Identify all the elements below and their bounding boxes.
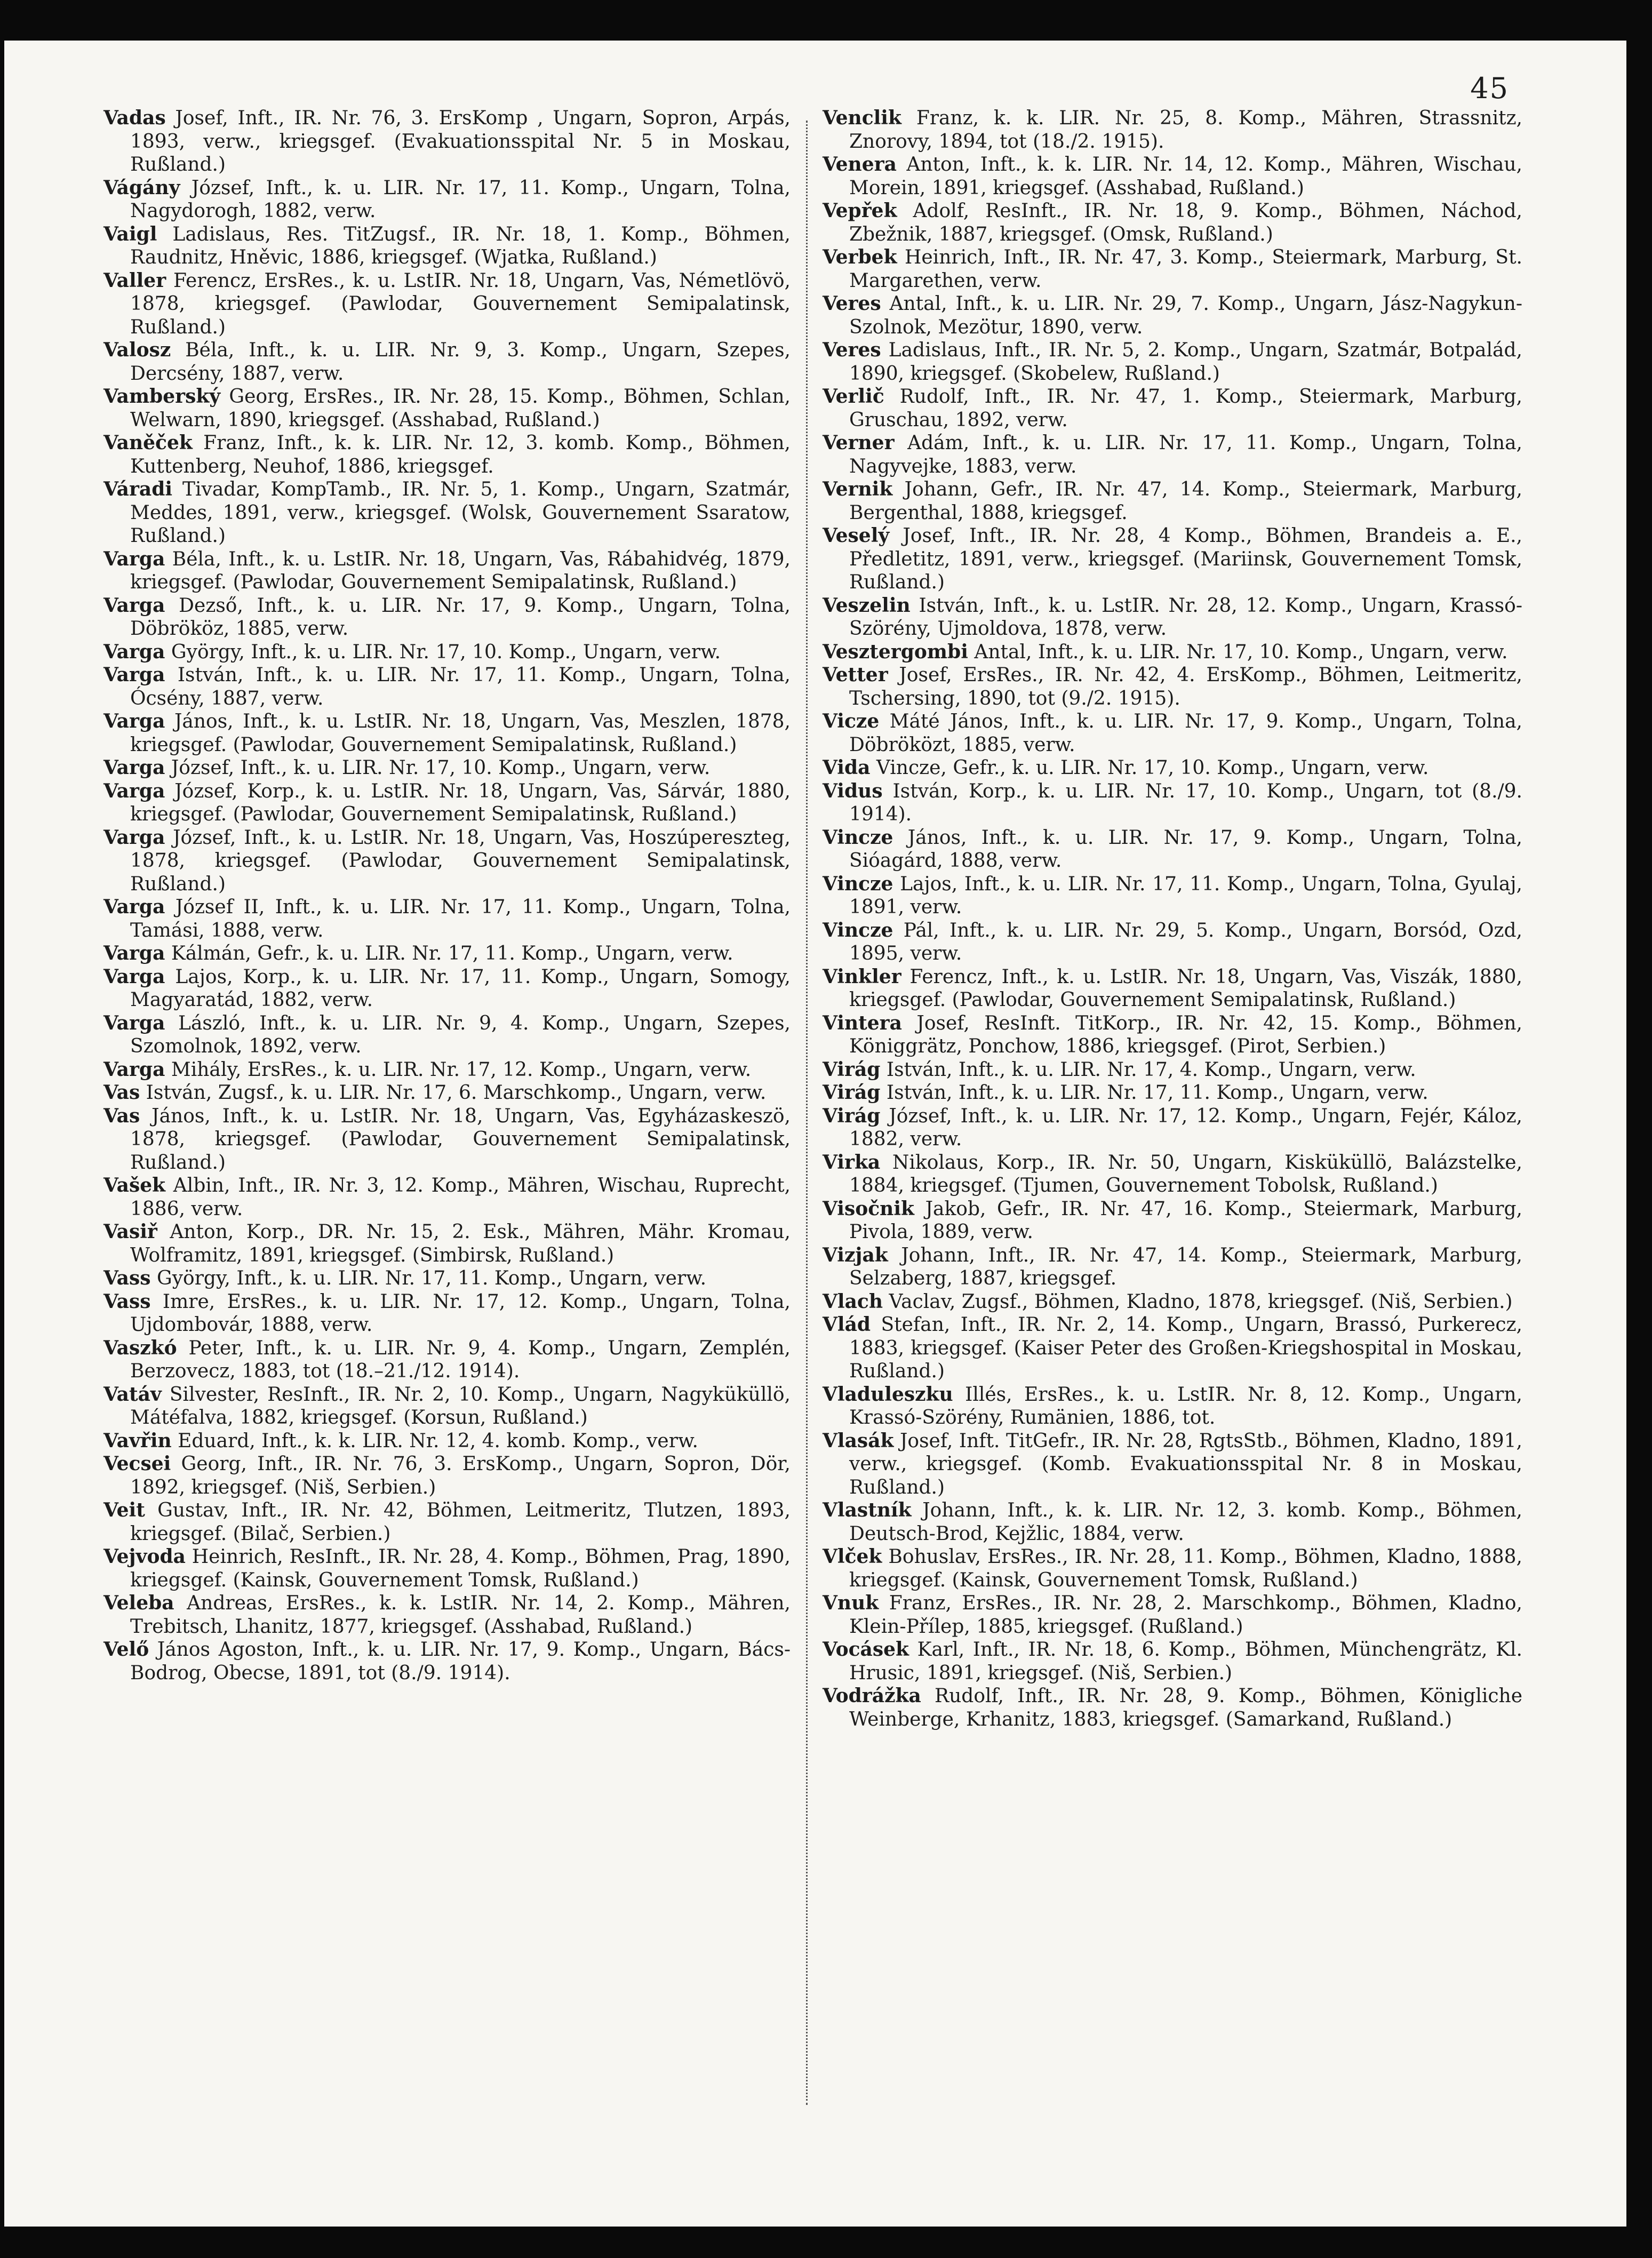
- list-entry: [103, 896, 791, 942]
- list-entry: [103, 548, 791, 594]
- left-column: [103, 107, 791, 1685]
- list-entry: [823, 594, 1522, 641]
- list-entry: [103, 1545, 791, 1592]
- entry-surname: Vincze: [823, 919, 893, 942]
- list-entry: [823, 780, 1522, 826]
- entry-details: Franz, ErsRes., IR. Nr. 28, 2. Marschkomp., Böhmen, Kladno, Klein-Přílep, 1885, kriegsgef. (Rußland.): [849, 1592, 1522, 1638]
- entry-details: Béla, Inft., k. u. LIR. Nr. 9, 3. Komp., Ungarn, Szepes, Dercsény, 1887, verw.: [130, 339, 791, 385]
- list-entry: [823, 873, 1522, 919]
- list-entry: [103, 1290, 791, 1337]
- list-entry: [823, 1290, 1522, 1314]
- entry-details: István, Zugsf., k. u. LIR. Nr. 17, 6. Marschkomp., Ungarn, verw.: [140, 1082, 767, 1104]
- list-entry: [103, 385, 791, 432]
- entry-details: Máté János, Inft., k. u. LIR. Nr. 17, 9. Komp., Ungarn, Tolna, Döbröközt, 1885, verw.: [849, 711, 1522, 756]
- list-entry: [103, 1383, 791, 1430]
- entry-surname: Vizjak: [823, 1243, 888, 1266]
- entry-surname: Vlach: [823, 1290, 883, 1313]
- entry-details: Ferencz, Inft., k. u. LstIR. Nr. 18, Ungarn, Vas, Viszák, 1880, kriegsgef. (Pawlodar, Gouvernement Semipalatinsk, Rußland.): [849, 966, 1522, 1011]
- list-entry: [823, 1430, 1522, 1499]
- entry-details: Josef, ErsRes., IR. Nr. 42, 4. ErsKomp., Böhmen, Leitmeritz, Tschersing, 1890, tot (9./2. 1915).: [849, 664, 1522, 709]
- list-entry: [103, 1058, 791, 1082]
- entry-surname: Vlček: [823, 1545, 882, 1568]
- list-entry: [823, 1105, 1522, 1151]
- entry-surname: Vaigl: [103, 222, 157, 245]
- entry-surname: Vlád: [823, 1313, 871, 1336]
- entry-surname: Vavřin: [103, 1429, 172, 1452]
- entry-surname: Verlič: [823, 385, 884, 408]
- list-entry: [103, 1638, 791, 1685]
- entry-surname: Varga: [103, 826, 165, 849]
- list-entry: [103, 177, 791, 223]
- list-entry: [103, 1499, 791, 1545]
- list-entry: [823, 385, 1522, 432]
- list-entry: [823, 292, 1522, 339]
- entry-details: Bohuslav, ErsRes., IR. Nr. 28, 11. Komp., Böhmen, Kladno, 1888, kriegsgef. (Kainsk, Gouvernement Tomsk, Rußland.): [849, 1546, 1522, 1591]
- entry-details: Peter, Inft., k. u. LIR. Nr. 9, 4. Komp., Ungarn, Zemplén, Berzovecz, 1883, tot (18.–21./12. 1914).: [130, 1337, 791, 1382]
- entry-surname: Vnuk: [823, 1592, 879, 1614]
- entry-surname: Vamberský: [103, 385, 221, 408]
- right-column: [823, 107, 1522, 1731]
- entry-surname: Varga: [103, 779, 165, 802]
- list-entry: [823, 1638, 1522, 1685]
- entry-surname: Veleba: [103, 1592, 174, 1614]
- page-number: 45: [1470, 71, 1509, 105]
- entry-details: József, Inft., k. u. LIR. Nr. 17, 12. Komp., Ungarn, Fejér, Káloz, 1882, verw.: [849, 1105, 1522, 1150]
- list-entry: [103, 594, 791, 641]
- entry-details: Franz, Inft., k. k. LIR. Nr. 12, 3. komb. Komp., Böhmen, Kuttenberg, Neuhof, 1886, kriegsgef.: [130, 432, 791, 477]
- list-entry: [103, 1012, 791, 1058]
- entry-surname: Vaněček: [103, 432, 193, 454]
- entry-surname: Vlasák: [823, 1429, 894, 1452]
- entry-details: Rudolf, Inft., IR. Nr. 47, 1. Komp., Steiermark, Marburg, Gruschau, 1892, verw.: [849, 386, 1522, 431]
- list-entry: [103, 339, 791, 385]
- entry-details: István, Inft., k. u. LIR. Nr. 17, 11. Komp., Ungarn, Tolna, Ócsény, 1887, verw.: [130, 664, 791, 709]
- entry-details: Josef, Inft., IR. Nr. 28, 4 Komp., Böhmen, Brandeis a. E., Předletitz, 1891, verw., kriegsgef. (Mariinsk, Gouvernement Tomsk, Rußland.): [849, 525, 1522, 593]
- entry-details: Illés, ErsRes., k. u. LstIR. Nr. 8, 12. Komp., Ungarn, Krassó-Szörény, Rumänien, 1886, tot.: [849, 1383, 1522, 1429]
- list-entry: [823, 432, 1522, 478]
- entry-details: Heinrich, ResInft., IR. Nr. 28, 4. Komp., Böhmen, Prag, 1890, kriegsgef. (Kainsk, Gouvernement Tomsk, Rußland.): [130, 1546, 791, 1591]
- entry-details: Lajos, Inft., k. u. LIR. Nr. 17, 11. Komp., Ungarn, Tolna, Gyulaj, 1891, verw.: [849, 873, 1522, 918]
- entry-details: Béla, Inft., k. u. LstIR. Nr. 18, Ungarn, Vas, Rábahidvég, 1879, kriegsgef. (Pawlodar, Gouvernement Semipalatinsk, Rußland.): [130, 548, 791, 593]
- entry-surname: Veselý: [823, 524, 890, 547]
- entry-details: József II, Inft., k. u. LIR. Nr. 17, 11. Komp., Ungarn, Tolna, Tamási, 1888, verw.: [130, 896, 791, 942]
- list-entry: [823, 200, 1522, 246]
- entry-surname: Varga: [103, 710, 165, 732]
- list-entry: [823, 1081, 1522, 1105]
- list-entry: [103, 1081, 791, 1105]
- entry-surname: Vadas: [103, 107, 166, 129]
- entry-surname: Vintera: [823, 1011, 902, 1034]
- list-entry: [823, 966, 1522, 1012]
- entry-surname: Vetter: [823, 664, 888, 686]
- entry-surname: Váradi: [103, 478, 173, 500]
- entry-details: Johann, Inft., k. k. LIR. Nr. 12, 3. komb. Komp., Böhmen, Deutsch-Brod, Kejžlic, 1884, verw.: [849, 1499, 1522, 1545]
- entry-surname: Vocásek: [823, 1638, 909, 1661]
- entry-details: István, Inft., k. u. LIR. Nr. 17, 4. Komp., Ungarn, verw.: [880, 1058, 1416, 1081]
- list-entry: [103, 1105, 791, 1175]
- column-divider: [806, 121, 808, 2105]
- entry-surname: Vlastník: [823, 1499, 912, 1521]
- entry-surname: Vaszkó: [103, 1336, 177, 1359]
- entry-details: Anton, Korp., DR. Nr. 15, 2. Esk., Mähren, Mähr. Kromau, Wolframitz, 1891, kriegsgef. (Simbirsk, Rußland.): [130, 1221, 791, 1266]
- entry-surname: Vesztergombi: [823, 640, 968, 663]
- entry-surname: Varga: [103, 1058, 165, 1081]
- entry-details: Heinrich, Inft., IR. Nr. 47, 3. Komp., Steiermark, Marburg, St. Margarethen, verw.: [849, 246, 1522, 292]
- list-entry: [823, 710, 1522, 756]
- entry-details: Albin, Inft., IR. Nr. 3, 12. Komp., Mähren, Wischau, Ruprecht, 1886, verw.: [130, 1175, 791, 1220]
- entry-details: István, Inft., k. u. LstIR. Nr. 28, 12. Komp., Ungarn, Krassó-Szörény, Ujmoldova, 1878, verw.: [849, 594, 1522, 640]
- list-entry: [103, 641, 791, 664]
- list-entry: [823, 1685, 1522, 1731]
- list-entry: [823, 1198, 1522, 1244]
- entry-details: Gustav, Inft., IR. Nr. 42, Böhmen, Leitmeritz, Tlutzen, 1893, kriegsgef. (Bilač, Serbien.): [130, 1499, 791, 1545]
- entry-surname: Valosz: [103, 339, 171, 361]
- entry-surname: Vida: [823, 756, 871, 779]
- list-entry: [823, 826, 1522, 873]
- entry-surname: Vatáv: [103, 1383, 162, 1406]
- entry-surname: Verner: [823, 432, 895, 454]
- entry-details: István, Inft., k. u. LIR. Nr. 17, 11. Komp., Ungarn, verw.: [880, 1082, 1428, 1104]
- list-entry: [103, 942, 791, 966]
- list-entry: [103, 478, 791, 548]
- entry-surname: Velő: [103, 1638, 149, 1661]
- list-entry: [103, 664, 791, 710]
- entry-details: István, Korp., k. u. LIR. Nr. 17, 10. Komp., Ungarn, tot (8./9. 1914).: [849, 780, 1522, 825]
- list-entry: [823, 478, 1522, 524]
- entry-details: Georg, ErsRes., IR. Nr. 28, 15. Komp., Böhmen, Schlan, Welwarn, 1890, kriegsgef. (Asshabad, Rußland.): [130, 386, 791, 431]
- entry-details: Ferencz, ErsRes., k. u. LstIR. Nr. 18, Ungarn, Vas, Németlövö, 1878, kriegsgef. (Pawlodar, Gouvernement Semipalatinsk, Rußland.): [130, 269, 791, 338]
- entry-details: Adám, Inft., k. u. LIR. Nr. 17, 11. Komp., Ungarn, Tolna, Nagyvejke, 1883, verw.: [849, 432, 1522, 477]
- entry-details: Stefan, Inft., IR. Nr. 2, 14. Komp., Ungarn, Brassó, Purkerecz, 1883, kriegsgef. (Kaiser Peter des Großen-Kriegshospital in Moskau, Rußland.): [849, 1314, 1522, 1382]
- list-entry: [103, 269, 791, 339]
- entry-surname: Varga: [103, 756, 165, 779]
- entry-surname: Vidus: [823, 779, 883, 802]
- entry-details: Kálmán, Gefr., k. u. LIR. Nr. 17, 11. Komp., Ungarn, verw.: [165, 943, 733, 964]
- entry-surname: Virág: [823, 1081, 881, 1104]
- list-entry: [823, 1592, 1522, 1638]
- entry-details: János, Inft., k. u. LstIR. Nr. 18, Ungarn, Vas, Egyházaskeszö, 1878, kriegsgef. (Pawlodar, Gouvernement Semipalatinsk, Rußland.): [130, 1105, 791, 1174]
- list-entry: [823, 641, 1522, 664]
- entry-surname: Vejvoda: [103, 1545, 186, 1568]
- entry-details: Johann, Inft., IR. Nr. 47, 14. Komp., Steiermark, Marburg, Selzaberg, 1887, kriegsgef.: [849, 1244, 1522, 1289]
- entry-surname: Vecsei: [103, 1453, 171, 1475]
- entry-details: Ladislaus, Inft., IR. Nr. 5, 2. Komp., Ungarn, Szatmár, Botpalád, 1890, kriegsgef. (Skobelew, Rußland.): [849, 339, 1522, 385]
- entry-details: Karl, Inft., IR. Nr. 18, 6. Komp., Böhmen, Münchengrätz, Kl. Hrusic, 1891, kriegsgef. (Niš, Serbien.): [849, 1639, 1522, 1684]
- entry-details: János, Inft., k. u. LstIR. Nr. 18, Ungarn, Vas, Meszlen, 1878, kriegsgef. (Pawlodar, Gouvernement Semipalatinsk, Rußland.): [130, 711, 791, 756]
- entry-surname: Varga: [103, 896, 165, 918]
- list-entry: [103, 1267, 791, 1290]
- list-entry: [823, 756, 1522, 780]
- entry-surname: Vasiř: [103, 1220, 157, 1243]
- entry-details: Antal, Inft., k. u. LIR. Nr. 29, 7. Komp., Ungarn, Jász-Nagykun-Szolnok, Mezötur, 1890, verw.: [849, 293, 1522, 338]
- entry-details: Josef, ResInft. TitKorp., IR. Nr. 42, 15. Komp., Böhmen, Königgrätz, Ponchow, 1886, kriegsgef. (Pirot, Serbien.): [849, 1012, 1522, 1057]
- list-entry: [103, 966, 791, 1012]
- list-entry: [103, 1174, 791, 1220]
- list-entry: [103, 107, 791, 177]
- entry-details: Lajos, Korp., k. u. LIR. Nr. 17, 11. Komp., Ungarn, Somogy, Magyaratád, 1882, verw.: [130, 966, 791, 1011]
- list-entry: [823, 1244, 1522, 1290]
- entry-details: Adolf, ResInft., IR. Nr. 18, 9. Komp., Böhmen, Náchod, Zbežnik, 1887, kriegsgef. (Omsk, Rußland.): [849, 200, 1522, 245]
- list-entry: [103, 1453, 791, 1499]
- entry-details: György, Inft., k. u. LIR. Nr. 17, 11. Komp., Ungarn, verw.: [150, 1267, 707, 1289]
- list-entry: [103, 432, 791, 478]
- entry-details: Tivadar, KompTamb., IR. Nr. 5, 1. Komp., Ungarn, Szatmár, Meddes, 1891, verw., kriegsgef. (Wolsk, Gouvernement Ssaratow, Rußland.): [130, 478, 791, 547]
- entry-surname: Varga: [103, 965, 165, 988]
- entry-details: Rudolf, Inft., IR. Nr. 28, 9. Komp., Böhmen, Königliche Weinberge, Krhanitz, 1883, kriegsgef. (Samarkand, Rußland.): [849, 1685, 1522, 1730]
- entry-surname: Vladuleszku: [823, 1383, 953, 1406]
- list-entry: [823, 1151, 1522, 1198]
- list-entry: [823, 919, 1522, 966]
- entry-surname: Verbek: [823, 246, 897, 268]
- list-entry: [823, 339, 1522, 385]
- list-entry: [103, 826, 791, 896]
- entry-surname: Valler: [103, 269, 166, 292]
- entry-surname: Vass: [103, 1290, 151, 1313]
- list-entry: [823, 107, 1522, 153]
- entry-surname: Virág: [823, 1104, 881, 1127]
- entry-details: Franz, k. k. LIR. Nr. 25, 8. Komp., Mähren, Strassnitz, Znorovy, 1894, tot (18./2. 1915).: [849, 107, 1522, 153]
- entry-details: Anton, Inft., k. k. LIR. Nr. 14, 12. Komp., Mähren, Wischau, Morein, 1891, kriegsgef. (Asshabad, Rußland.): [849, 154, 1522, 199]
- entry-details: János, Inft., k. u. LIR. Nr. 17, 9. Komp., Ungarn, Tolna, Sióagárd, 1888, verw.: [849, 826, 1522, 872]
- entry-surname: Visočnik: [823, 1197, 914, 1220]
- entry-details: Johann, Gefr., IR. Nr. 47, 14. Komp., Steiermark, Marburg, Bergenthal, 1888, kriegsgef.: [849, 478, 1522, 524]
- entry-surname: Varga: [103, 640, 165, 663]
- entry-surname: Venera: [823, 153, 897, 175]
- entry-details: János Agoston, Inft., k. u. LIR. Nr. 17, 9. Komp., Ungarn, Bács-Bodrog, Obecse, 1891, tot (8./9. 1914).: [130, 1639, 791, 1684]
- list-entry: [823, 1383, 1522, 1430]
- entry-details: Vaclav, Zugsf., Böhmen, Kladno, 1878, kriegsgef. (Niš, Serbien.): [883, 1290, 1513, 1313]
- entry-surname: Vinkler: [823, 965, 901, 988]
- entry-surname: Vincze: [823, 872, 893, 895]
- entry-details: György, Inft., k. u. LIR. Nr. 17, 10. Komp., Ungarn, verw.: [165, 641, 721, 663]
- list-entry: [823, 1313, 1522, 1383]
- entry-details: Jakob, Gefr., IR. Nr. 47, 16. Komp., Steiermark, Marburg, Pivola, 1889, verw.: [849, 1198, 1522, 1243]
- document-page: [4, 41, 1626, 2227]
- entry-surname: Virka: [823, 1151, 881, 1174]
- entry-surname: Vicze: [823, 710, 880, 732]
- entry-surname: Varga: [103, 594, 165, 617]
- entry-surname: Varga: [103, 942, 165, 964]
- entry-details: Dezső, Inft., k. u. LIR. Nr. 17, 9. Komp., Ungarn, Tolna, Döbrököz, 1885, verw.: [130, 594, 791, 640]
- entry-surname: Veszelin: [823, 594, 911, 617]
- list-entry: [823, 524, 1522, 594]
- entry-details: Pál, Inft., k. u. LIR. Nr. 29, 5. Komp., Ungarn, Borsód, Ozd, 1895, verw.: [849, 919, 1522, 964]
- list-entry: [103, 223, 791, 269]
- entry-details: József, Korp., k. u. LstIR. Nr. 18, Ungarn, Vas, Sárvár, 1880, kriegsgef. (Pawlodar, Gouvernement Semipalatinsk, Rußland.): [130, 780, 791, 825]
- list-entry: [823, 1545, 1522, 1592]
- entry-details: László, Inft., k. u. LIR. Nr. 9, 4. Komp., Ungarn, Szepes, Szomolnok, 1892, verw.: [130, 1012, 791, 1057]
- entry-surname: Veres: [823, 339, 881, 361]
- entry-surname: Vodrážka: [823, 1685, 921, 1707]
- entry-details: József, Inft., k. u. LIR. Nr. 17, 11. Komp., Ungarn, Tolna, Nagydorogh, 1882, verw.: [130, 177, 791, 222]
- entry-details: Nikolaus, Korp., IR. Nr. 50, Ungarn, Kisküküllö, Balázstelke, 1884, kriegsgef. (Tjumen, Gouvernement Tobolsk, Rußland.): [849, 1151, 1522, 1196]
- list-entry: [103, 1337, 791, 1383]
- entry-surname: Vas: [103, 1104, 140, 1127]
- entry-details: Mihály, ErsRes., k. u. LIR. Nr. 17, 12. Komp., Ungarn, verw.: [165, 1058, 752, 1081]
- entry-details: Georg, Inft., IR. Nr. 76, 3. ErsKomp., Ungarn, Sopron, Dör, 1892, kriegsgef. (Niš, Serbien.): [130, 1453, 791, 1498]
- list-entry: [823, 153, 1522, 200]
- entry-details: Josef, Inft., IR. Nr. 76, 3. ErsKomp , Ungarn, Sopron, Arpás, 1893, verw., kriegsgef. (Evakuationsspital Nr. 5 in Moskau, Rußland.): [130, 107, 791, 175]
- list-entry: [103, 1220, 791, 1267]
- entry-surname: Varga: [103, 664, 165, 686]
- entry-surname: Varga: [103, 547, 165, 570]
- entry-details: József, Inft., k. u. LIR. Nr. 17, 10. Komp., Ungarn, verw.: [165, 757, 711, 779]
- entry-details: Josef, Inft. TitGefr., IR. Nr. 28, RgtsStb., Böhmen, Kladno, 1891, verw., kriegsgef. (Komb. Evakuationsspital Nr. 8 in Moskau, Rußland.): [849, 1430, 1522, 1498]
- list-entry: [823, 664, 1522, 710]
- entry-surname: Veit: [103, 1499, 145, 1521]
- entry-surname: Varga: [103, 1011, 165, 1034]
- entry-details: Antal, Inft., k. u. LIR. Nr. 17, 10. Komp., Ungarn, verw.: [968, 641, 1508, 663]
- entry-details: József, Inft., k. u. LstIR. Nr. 18, Ungarn, Vas, Hoszúpereszteg, 1878, kriegsgef. (Pawlodar, Gouvernement Semipalatinsk, Rußland.): [130, 826, 791, 895]
- list-entry: [103, 756, 791, 780]
- list-entry: [103, 1430, 791, 1453]
- entry-surname: Virág: [823, 1058, 881, 1081]
- list-entry: [823, 1499, 1522, 1545]
- entry-surname: Vágány: [103, 176, 180, 199]
- entry-surname: Venclik: [823, 107, 901, 129]
- entry-details: Imre, ErsRes., k. u. LIR. Nr. 17, 12. Komp., Ungarn, Tolna, Ujdombovár, 1888, verw.: [130, 1290, 791, 1336]
- list-entry: [823, 1012, 1522, 1058]
- entry-surname: Vass: [103, 1267, 151, 1289]
- entry-details: Ladislaus, Res. TitZugsf., IR. Nr. 18, 1. Komp., Böhmen, Raudnitz, Hněvic, 1886, kriegsgef. (Wjatka, Rußland.): [130, 223, 791, 268]
- entry-surname: Vincze: [823, 826, 893, 849]
- entry-surname: Vašek: [103, 1174, 166, 1196]
- entry-surname: Vepřek: [823, 200, 897, 222]
- list-entry: [823, 1058, 1522, 1082]
- entry-surname: Vernik: [823, 478, 893, 500]
- entry-details: Vincze, Gefr., k. u. LIR. Nr. 17, 10. Komp., Ungarn, verw.: [870, 757, 1429, 779]
- list-entry: [103, 710, 791, 756]
- list-entry: [823, 246, 1522, 292]
- entry-details: Silvester, ResInft., IR. Nr. 2, 10. Komp., Ungarn, Nagyküküllö, Mátéfalva, 1882, kriegsgef. (Korsun, Rußland.): [130, 1383, 791, 1429]
- list-entry: [103, 1592, 791, 1638]
- list-entry: [103, 780, 791, 826]
- entry-details: Andreas, ErsRes., k. k. LstIR. Nr. 14, 2. Komp., Mähren, Trebitsch, Lhanitz, 1877, kriegsgef. (Asshabad, Rußland.): [130, 1592, 791, 1638]
- entry-details: Eduard, Inft., k. k. LIR. Nr. 12, 4. komb. Komp., verw.: [171, 1430, 698, 1452]
- entry-surname: Vas: [103, 1081, 140, 1104]
- entry-surname: Veres: [823, 292, 881, 315]
